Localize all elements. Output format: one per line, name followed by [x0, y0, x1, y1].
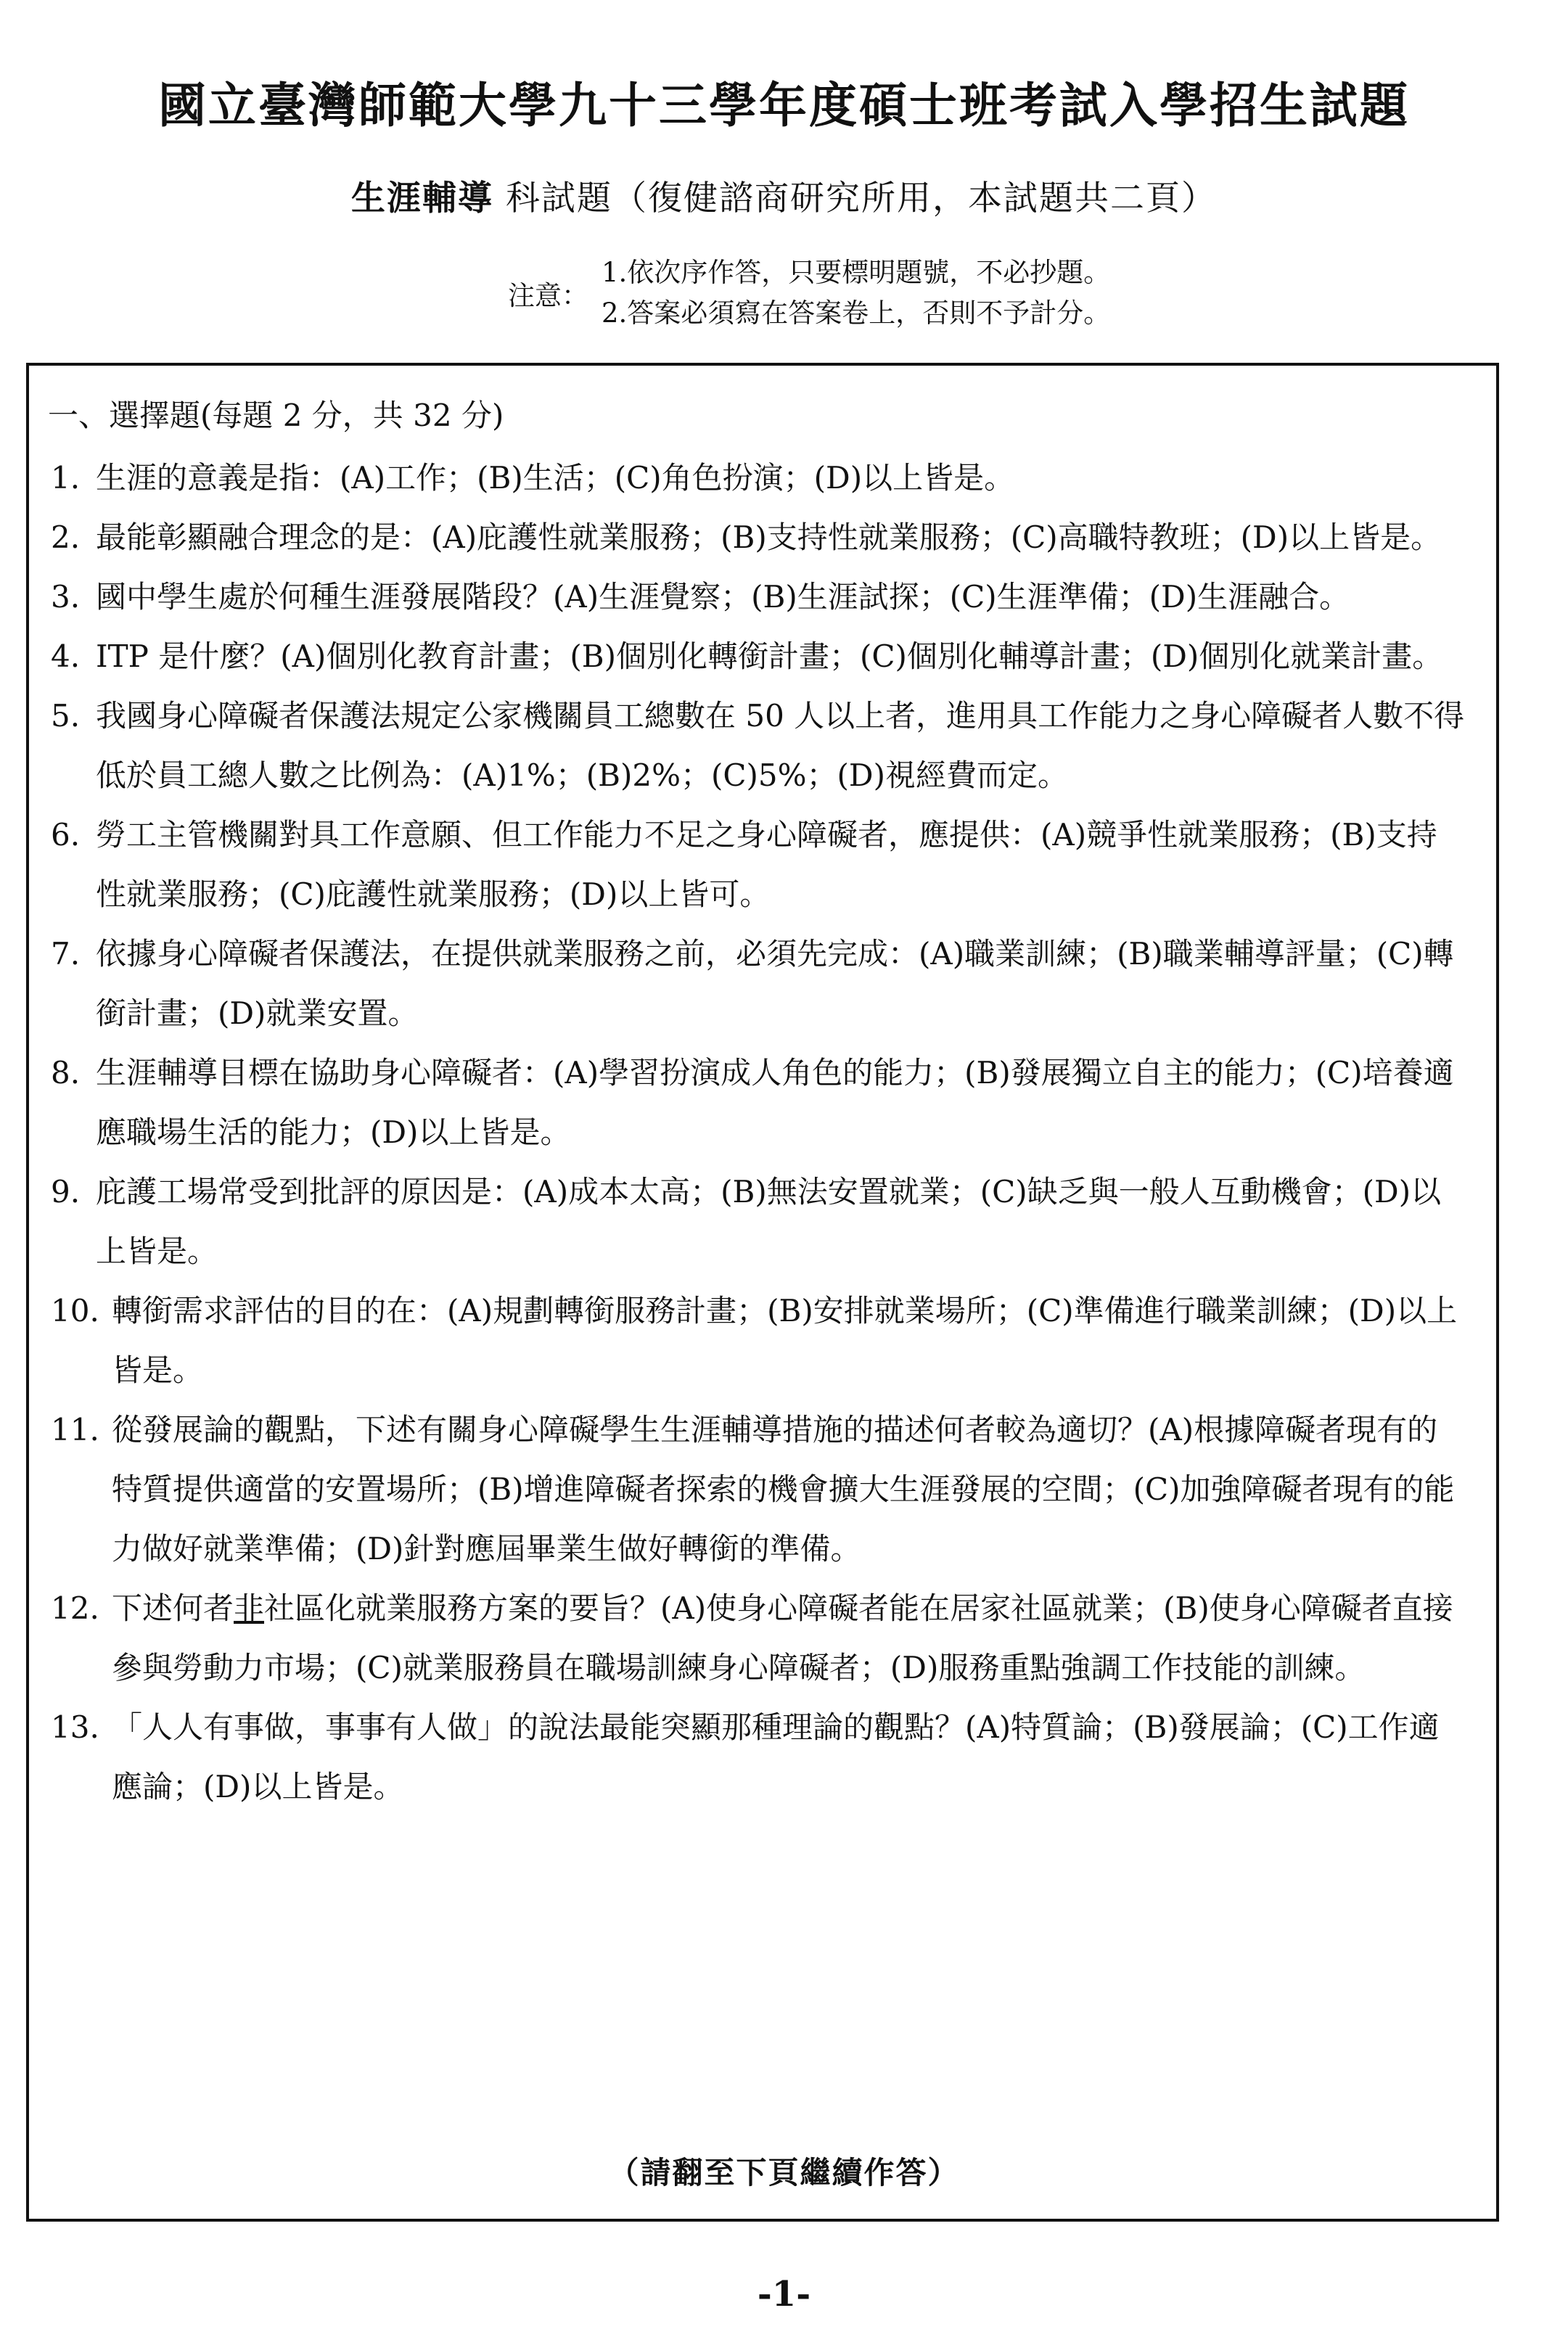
question-text: 最能彰顯融合理念的是：(A)庇護性就業服務；(B)支持性就業服務；(C)高職特教班；(D)以上皆是。 — [96, 519, 1442, 555]
question-text-part: 下述何者 — [112, 1590, 234, 1626]
question-item — [51, 627, 1466, 686]
section-heading: 一、選擇題(每題 2 分，共 32 分) — [48, 398, 504, 433]
subtitle-detail: 科試題（復健諮商研究所用，本試題共二頁） — [493, 178, 1217, 218]
question-item — [51, 1400, 1466, 1579]
question-text: 庇護工場常受到批評的原因是：(A)成本太高；(B)無法安置就業；(C)缺乏與一般人互動機會；(D)以上皆是。 — [96, 1174, 1442, 1269]
question-item — [51, 508, 1466, 567]
question-text — [112, 1579, 1466, 1698]
question-text: 「人人有事做，事事有人做」的說法最能突顯那種理論的觀點？(A)特質論；(B)發展論；(C)工作適應論；(D)以上皆是。 — [112, 1709, 1440, 1804]
note-item: 1.依次序作答，只要標明題號，不必抄題。 — [602, 257, 1111, 288]
question-number: 7. — [51, 936, 81, 972]
question-item — [51, 448, 1466, 508]
question-item — [51, 1043, 1466, 1162]
question-number: 3. — [51, 579, 81, 615]
notes-label: 注意： — [508, 280, 588, 311]
question-number: 5. — [51, 698, 81, 734]
question-text: 生涯輔導目標在協助身心障礙者：(A)學習扮演成人角色的能力；(B)發展獨立自主的能力；(C)培養適應職場生活的能力；(D)以上皆是。 — [96, 1055, 1454, 1150]
question-text: 生涯的意義是指：(A)工作；(B)生活；(C)角色扮演；(D)以上皆是。 — [96, 460, 1015, 496]
question-text: 依據身心障礙者保護法，在提供就業服務之前，必須先完成：(A)職業訓練；(B)職業輔導評量；(C)轉銜計畫；(D)就業安置。 — [96, 936, 1454, 1031]
question-number: 1. — [51, 460, 81, 496]
question-number: 2. — [51, 519, 81, 555]
question-item — [51, 1579, 1466, 1698]
question-text-part: 社區化就業服務方案的要旨？(A)使身心障礙者能在居家社區就業；(B)使身心障礙者直接參與勞動力市場；(C)就業服務員在職場訓練身心障礙者；(D)服務重點強調工作技能的訓練。 — [112, 1590, 1453, 1685]
question-item — [51, 686, 1466, 805]
subject-name: 生涯輔導 — [351, 178, 494, 218]
page-number: -1- — [757, 2274, 811, 2315]
question-text: ITP 是什麼？(A)個別化教育計畫；(B)個別化轉銜計畫；(C)個別化輔導計畫；(D)個別化就業計畫。 — [96, 638, 1443, 674]
question-text: 勞工主管機關對具工作意願、但工作能力不足之身心障礙者，應提供：(A)競爭性就業服務；(B)支持性就業服務；(C)庇護性就業服務；(D)以上皆可。 — [96, 817, 1437, 912]
question-number: 11. — [51, 1412, 99, 1447]
question-number: 12. — [51, 1590, 99, 1626]
exam-title: 國立臺灣師範大學九十三學年度碩士班考試入學招生試題 — [158, 77, 1410, 134]
notes-list — [602, 252, 1110, 334]
emphasis-underline: 非 — [234, 1590, 265, 1626]
question-text: 從發展論的觀點，下述有關身心障礙學生生涯輔導措施的描述何者較為適切？(A)根據障礙者現有的特質提供適當的安置場所；(B)增進障礙者探索的機會擴大生涯發展的空間；(C)加強障礙者現有的能力做好就業準備；(D)針對應屆畢業生做好轉銜的準備。 — [112, 1412, 1455, 1566]
question-text: 國中學生處於何種生涯發展階段？(A)生涯覺察；(B)生涯試探；(C)生涯準備；(D)生涯融合。 — [96, 579, 1350, 615]
question-item — [51, 1281, 1466, 1400]
question-item — [51, 924, 1466, 1043]
question-list — [51, 448, 1466, 1817]
note-item: 2.答案必須寫在答案卷上，否則不予計分。 — [602, 297, 1111, 329]
question-item — [51, 1698, 1466, 1817]
question-text: 轉銜需求評估的目的在：(A)規劃轉銜服務計畫；(B)安排就業場所；(C)準備進行職業訓練；(D)以上皆是。 — [112, 1293, 1458, 1388]
question-item — [51, 805, 1466, 924]
question-number: 13. — [51, 1709, 99, 1745]
question-number: 6. — [51, 817, 81, 853]
question-number: 4. — [51, 638, 81, 674]
question-number: 10. — [51, 1293, 99, 1328]
question-item — [51, 567, 1466, 627]
question-number: 8. — [51, 1055, 81, 1091]
exam-notes — [508, 252, 1110, 334]
exam-subtitle — [0, 171, 1568, 220]
question-text: 我國身心障礙者保護法規定公家機關員工總數在 50 人以上者，進用具工作能力之身心障礙者人數不得低於員工總人數之比例為：(A)1%；(B)2%；(C)5%；(D)視經費而定。 — [96, 698, 1465, 793]
question-number: 9. — [51, 1174, 81, 1209]
question-item — [51, 1162, 1466, 1281]
continue-note: （請翻至下頁繼續作答） — [608, 2155, 960, 2190]
